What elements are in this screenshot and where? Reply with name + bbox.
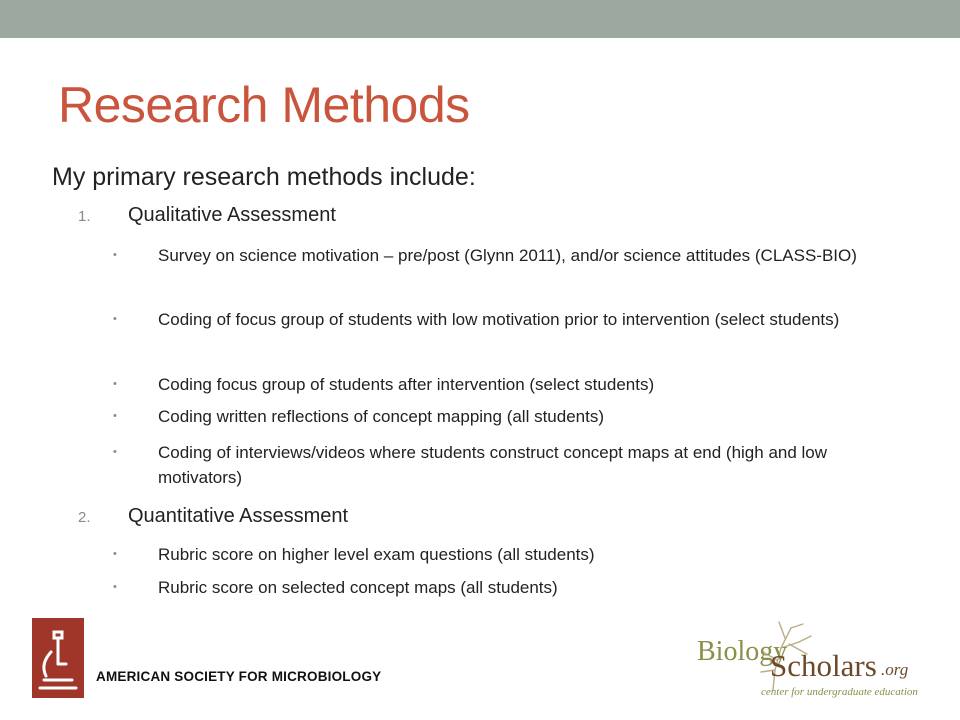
bullet-text: Survey on science motivation – pre/post (Glynn 2011), and/or science attitudes (CLASS-BIO): [158, 246, 857, 265]
bullet-text: Coding focus group of students after intervention (select students): [158, 375, 655, 394]
bullet-icon: •: [113, 378, 117, 390]
section-number: 1.: [78, 208, 91, 225]
bullet-text: Coding of interviews/videos where students construct concept maps at end (high and low motivators): [158, 443, 828, 487]
bullet-icon: •: [113, 548, 117, 560]
asm-logo: [32, 618, 84, 698]
bullet-text: Coding written reflections of concept mapping (all students): [158, 407, 605, 426]
list-item: [113, 440, 873, 490]
bullet-text: Coding of focus group of students with low motivation prior to intervention (select students): [158, 310, 840, 329]
top-band: [0, 0, 960, 38]
bullet-text: Rubric score on higher level exam questions (all students): [158, 545, 595, 564]
bullet-icon: •: [113, 446, 117, 458]
bullet-icon: •: [113, 581, 117, 593]
section-qualitative: [78, 204, 336, 227]
lead-text: My primary research methods include:: [52, 163, 476, 191]
asm-name: AMERICAN SOCIETY FOR MICROBIOLOGY: [96, 669, 382, 684]
section-quantitative: [78, 505, 348, 528]
logo-biology-text: Biology: [697, 636, 788, 667]
logo-org-text: .org: [881, 660, 909, 679]
list-item: [113, 404, 873, 429]
bullet-icon: •: [113, 249, 117, 261]
slide-title: Research Methods: [58, 77, 470, 133]
section-number: 2.: [78, 509, 91, 526]
bullet-icon: •: [113, 313, 117, 325]
microscope-icon: [32, 618, 84, 698]
section-heading: Quantitative Assessment: [128, 505, 349, 527]
list-item: [113, 243, 873, 268]
section-heading: Qualitative Assessment: [128, 204, 336, 226]
biologyscholars-logo: [695, 614, 930, 704]
list-item: [113, 307, 873, 332]
logo-tagline: center for undergraduate education: [761, 686, 918, 698]
bullet-icon: •: [113, 410, 117, 422]
list-item: [113, 575, 873, 600]
list-item: [113, 372, 873, 397]
logo-scholars-text: Scholars: [770, 648, 877, 683]
list-item: [113, 542, 873, 567]
bullet-text: Rubric score on selected concept maps (all students): [158, 578, 558, 597]
